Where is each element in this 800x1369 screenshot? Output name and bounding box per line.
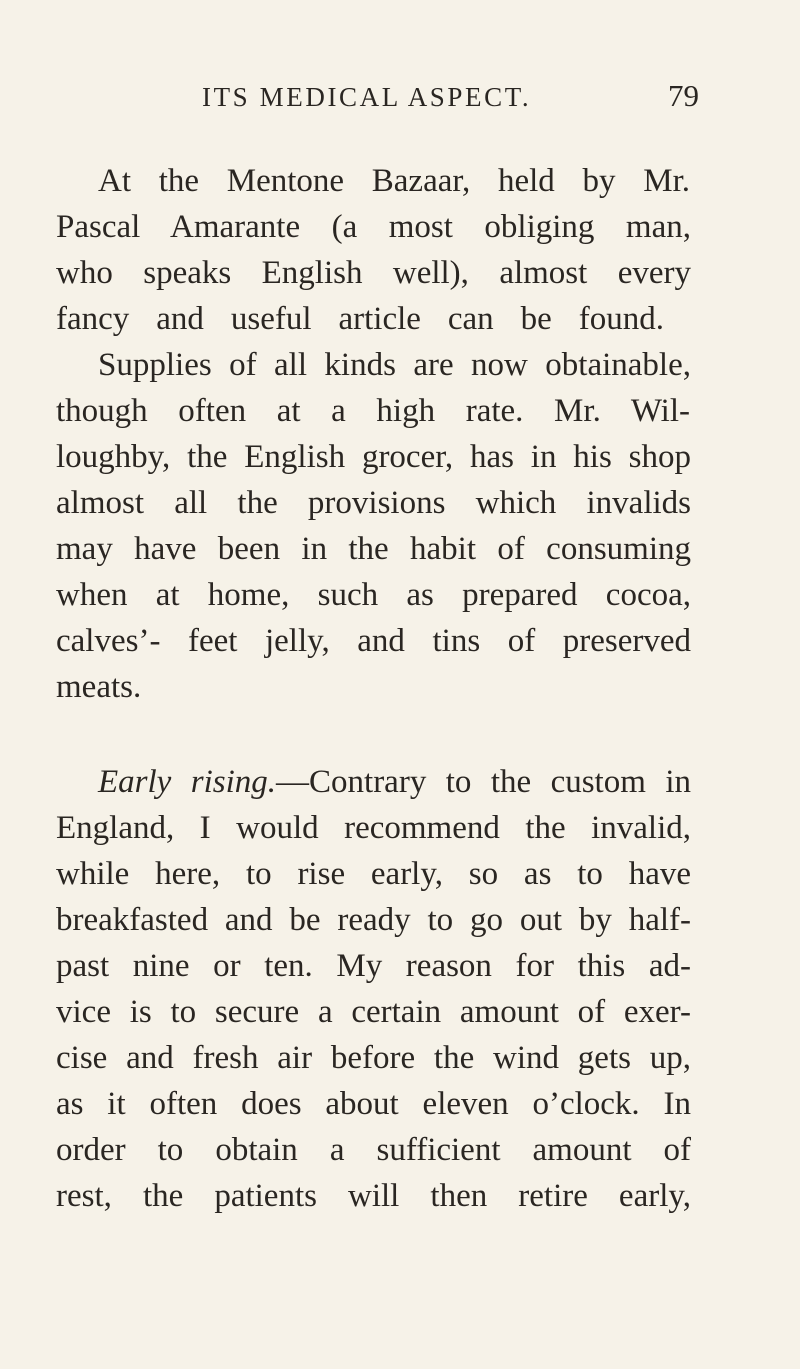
running-head: ITS MEDICAL ASPECT. (202, 82, 532, 112)
text-line: as it often does about eleven o’clock. In (56, 1086, 691, 1122)
text-line: rest, the patients will then retire early, (56, 1178, 691, 1214)
text-line: may have been in the habit of consuming (56, 531, 691, 567)
text-line: meats. (56, 669, 142, 705)
text-line: England, I would recommend the invalid, (56, 810, 691, 846)
text-line: almost all the provisions which invalids (56, 485, 691, 521)
text-line: Supplies of all kinds are now obtainable, (98, 347, 691, 383)
text-line: who speaks English well), almost every (56, 255, 691, 291)
text-line: breakfasted and be ready to go out by half- (56, 902, 691, 938)
text-line: fancy and useful article can be found. (56, 301, 664, 337)
text-line: cise and fresh air before the wind gets up, (56, 1040, 691, 1076)
text-line: when at home, such as prepared cocoa, (56, 577, 691, 613)
text-line: past nine or ten. My reason for this ad- (56, 948, 691, 984)
text-line: while here, to rise early, so as to have (56, 856, 691, 892)
text-line: though often at a high rate. Mr. Wil- (56, 393, 690, 429)
text-line: vice is to secure a certain amount of exer- (56, 994, 691, 1030)
text-line: calves’- feet jelly, and tins of preserved (56, 623, 691, 659)
text-line: Pascal Amarante (a most obliging man, (56, 209, 691, 245)
text-line: order to obtain a sufficient amount of (56, 1132, 691, 1168)
text-line: loughby, the English grocer, has in his shop (56, 439, 691, 475)
page-number: 79 (668, 78, 699, 113)
text-line: At the Mentone Bazaar, held by Mr. (98, 163, 690, 199)
section-heading: Early rising. (98, 764, 277, 800)
text-line: Early rising.—Contrary to the custom in (98, 764, 691, 800)
